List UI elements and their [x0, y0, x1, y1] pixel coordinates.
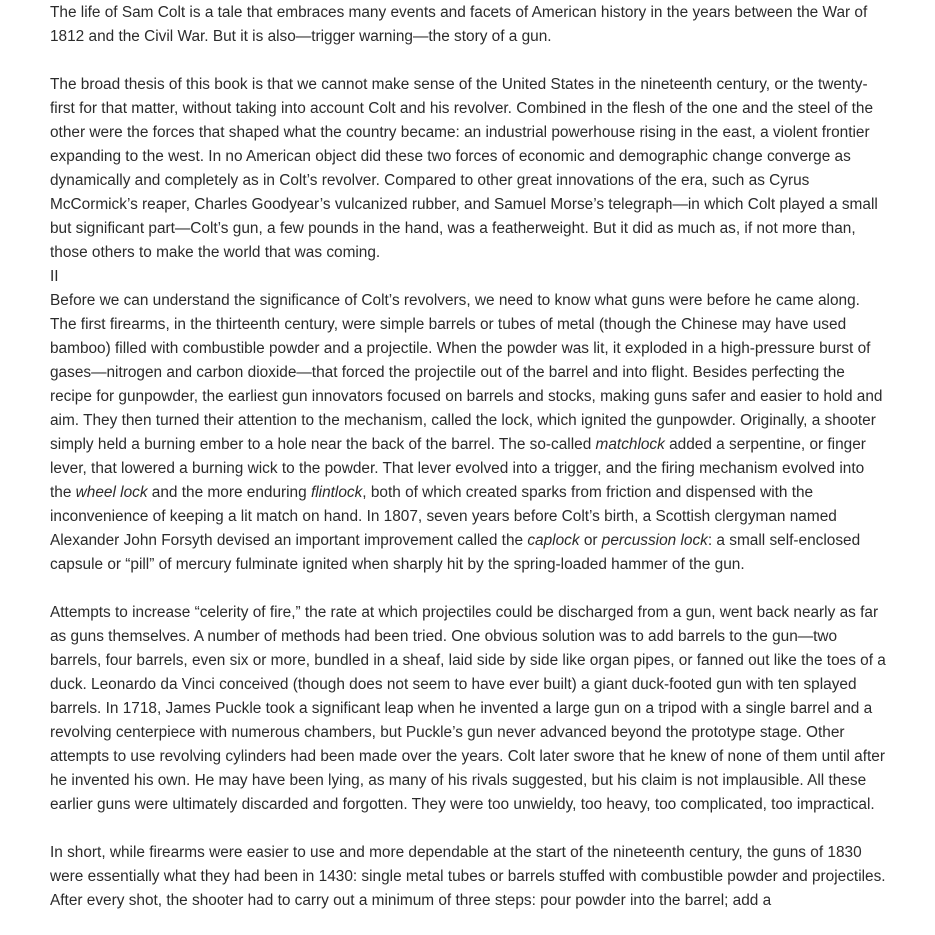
section-marker: II [50, 268, 59, 285]
text-run: Before we can understand the significance of Colt’s revolvers, we need to know what guns were before he came along. The first firearms, in the thirteenth century, were simple barrels or tubes of metal (though the Chinese may have used bamboo) filled with combustible powder and a projectile. When the powder was lit, it exploded in a high-pressure burst of gases—nitrogen and carbon dioxide—that forced the projectile out of the barrel and into flight. Besides perfecting the recipe for gunpowder, the earliest gun innovators focused on barrels and stocks, making guns safer and easier to hold and aim. They then turned their attention to the mechanism, called the lock, which ignited the gunpowder. Originally, a shooter simply held a burning ember to a hole near the back of the barrel. The so-called [50, 292, 883, 453]
italic-term-matchlock: matchlock [595, 436, 665, 453]
text-run: added a serpentine, or finger lever, that lowered a burning wick to the powder. That lever evolved into a trigger, and the firing mechanism evolved into the [50, 436, 866, 501]
paragraph-celerity-of-fire: Attempts to increase “celerity of fire,” the rate at which projectiles could be discharged from a gun, went back nearly as far as guns themselves. A number of methods had been tried. One obvious solution was to add barrels to the gun—two barrels, four barrels, even six or more, bundled in a sheaf, laid side by side like organ pipes, or fanned out like the toes of a duck. Leonardo da Vinci conceived (though does not seem to have ever built) a giant duck-footed gun with ten splayed barrels. In 1718, James Puckle took a significant leap when he invented a large gun on a tripod with a single barrel and a revolving centerpiece with numerous chambers, but Puckle’s gun never advanced beyond the prototype stage. Other attempts to use revolving cylinders had been made over the years. Colt later swore that he knew of none of them until after he invented his own. He may have been lying, as many of his rivals suggested, but his claim is not implausible. All these earlier guns were ultimately discarded and forgotten. They were too unwieldy, too heavy, too complicated, too impractical. [50, 604, 886, 813]
text-run: and the more enduring [147, 484, 311, 501]
italic-term-wheel-lock: wheel lock [75, 484, 148, 501]
paragraph-gap [50, 577, 887, 601]
paragraph-intro: The life of Sam Colt is a tale that embraces many events and facets of American history in the years between the War of 1812 and the Civil War. But it is also—trigger warning—the story of a gun. [50, 4, 868, 45]
text-run: or [579, 532, 602, 549]
paragraph-summary: In short, while firearms were easier to use and more dependable at the start of the nineteenth century, the guns of 1830 were essentially what they had been in 1430: single metal tubes or barrels stuffed with combustible powder and projectiles. After every shot, the shooter had to carry out a minimum of three steps: pour powder into the barrel; add a [50, 844, 886, 909]
paragraph-gap [50, 49, 887, 73]
text-run: , both of which created sparks from friction and dispensed with the inconvenience of keeping a lit match on hand. In 1807, seven years before Colt’s birth, a Scottish clergyman named Alexander John Forsyth devised an important improvement called the [50, 484, 837, 549]
italic-term-flintlock: flintlock [310, 484, 363, 501]
paragraph-firearms-history [50, 289, 887, 577]
paragraph-thesis: The broad thesis of this book is that we cannot make sense of the United States in the nineteenth century, or the twenty-first for that matter, without taking into account Colt and his revolver. Combined in the flesh of the one and the steel of the other were the forces that shaped what the country became: an industrial powerhouse rising in the east, a violent frontier expanding to the west. In no American object did these two forces of economic and demographic change converge as dynamically and completely as in Colt’s revolver. Compared to other great innovations of the era, such as Cyrus McCormick’s reaper, Charles Goodyear’s vulcanized rubber, and Samuel Morse’s telegraph—in which Colt played a small but significant part—Colt’s gun, a few pounds in the hand, was a featherweight. But it did as much as, if not more than, those others to make the world that was coming. [50, 76, 878, 261]
text-run: : a small self-enclosed capsule or “pill” of mercury fulminate ignited when sharply hit by the spring-loaded hammer of the gun. [50, 532, 861, 573]
paragraph-gap [50, 817, 887, 841]
italic-term-percussion-lock: percussion lock [601, 532, 708, 549]
italic-term-caplock: caplock [527, 532, 580, 549]
